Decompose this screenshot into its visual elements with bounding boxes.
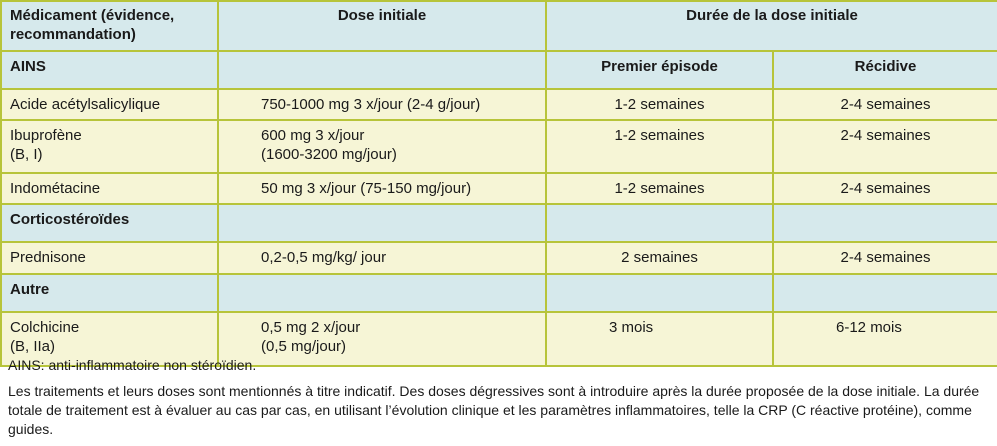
drug-name: Indométacine xyxy=(1,173,218,204)
empty-cell xyxy=(218,274,546,312)
table-notes xyxy=(0,352,997,446)
category-row-ains xyxy=(1,51,997,89)
drug-first-episode: 1-2 semaines xyxy=(546,120,773,173)
table-row xyxy=(1,242,997,274)
drug-first-episode: 1-2 semaines xyxy=(546,173,773,204)
category-row-cortico xyxy=(1,204,997,242)
drug-name: Acide acétylsalicylique xyxy=(1,89,218,120)
drug-name: Prednisone xyxy=(1,242,218,274)
abbreviation-note: AINS: anti-inflammatoire non stéroïdien. xyxy=(8,357,257,373)
empty-cell xyxy=(773,204,997,242)
category-row-other xyxy=(1,274,997,312)
drug-evidence: (B, IIa) xyxy=(10,338,56,355)
drug-first-episode: 1-2 semaines xyxy=(546,89,773,120)
header-recurrence: Récidive xyxy=(773,51,997,89)
drug-evidence: (B, I) xyxy=(10,146,43,163)
header-dose: Dose initiale xyxy=(218,1,546,51)
category-ains: AINS xyxy=(1,51,218,89)
empty-cell xyxy=(546,274,773,312)
drug-recurrence: 2-4 semaines xyxy=(773,242,997,274)
empty-cell xyxy=(546,204,773,242)
table-row xyxy=(1,89,997,120)
drug-dose-line2: (0,5 mg/jour) xyxy=(261,338,347,355)
category-corticosteroids: Corticostéroïdes xyxy=(1,204,218,242)
header-duration: Durée de la dose initiale xyxy=(546,1,997,51)
drug-dose-line2: (1600-3200 mg/jour) xyxy=(261,146,397,163)
drug-dose: 750-1000 mg 3 x/jour (2-4 g/jour) xyxy=(218,89,546,120)
empty-cell xyxy=(218,51,546,89)
drug-first-episode: 2 semaines xyxy=(546,242,773,274)
drug-name xyxy=(1,120,218,173)
drug-dose-line1: 0,5 mg 2 x/jour xyxy=(261,319,361,336)
drug-dose xyxy=(218,120,546,173)
drug-recurrence: 2-4 semaines xyxy=(773,173,997,204)
drug-recurrence: 2-4 semaines xyxy=(773,120,997,173)
header-first-episode: Premier épisode xyxy=(546,51,773,89)
drug-name-line1: Ibuprofène xyxy=(10,127,82,144)
header-row xyxy=(1,1,997,51)
drug-dose: 0,2-0,5 mg/kg/ jour xyxy=(218,242,546,274)
drug-name-line1: Colchicine xyxy=(10,319,80,336)
table-row xyxy=(1,173,997,204)
drug-recurrence: 2-4 semaines xyxy=(773,89,997,120)
drug-dose: 50 mg 3 x/jour (75-150 mg/jour) xyxy=(218,173,546,204)
footnote-text: Les traitements et leurs doses sont mentionnés à titre indicatif. Des doses dégressives sont à introduire après la durée proposée de la dose initiale. La durée totale de traitement est à évaluer au cas par cas, en utilisant l’évolution clinique et les paramètres inflammatoires, telle la CRP (C réactive protéine), comme guides. xyxy=(8,383,980,437)
drug-dose-line1: 600 mg 3 x/jour xyxy=(261,127,365,144)
drug-first-episode: 3 mois xyxy=(546,312,773,366)
empty-cell xyxy=(218,204,546,242)
header-drug: Médicament (évidence, recommandation) xyxy=(1,1,218,51)
drug-recurrence: 6-12 mois xyxy=(773,312,997,366)
empty-cell xyxy=(773,274,997,312)
table-row xyxy=(1,120,997,173)
category-other: Autre xyxy=(1,274,218,312)
